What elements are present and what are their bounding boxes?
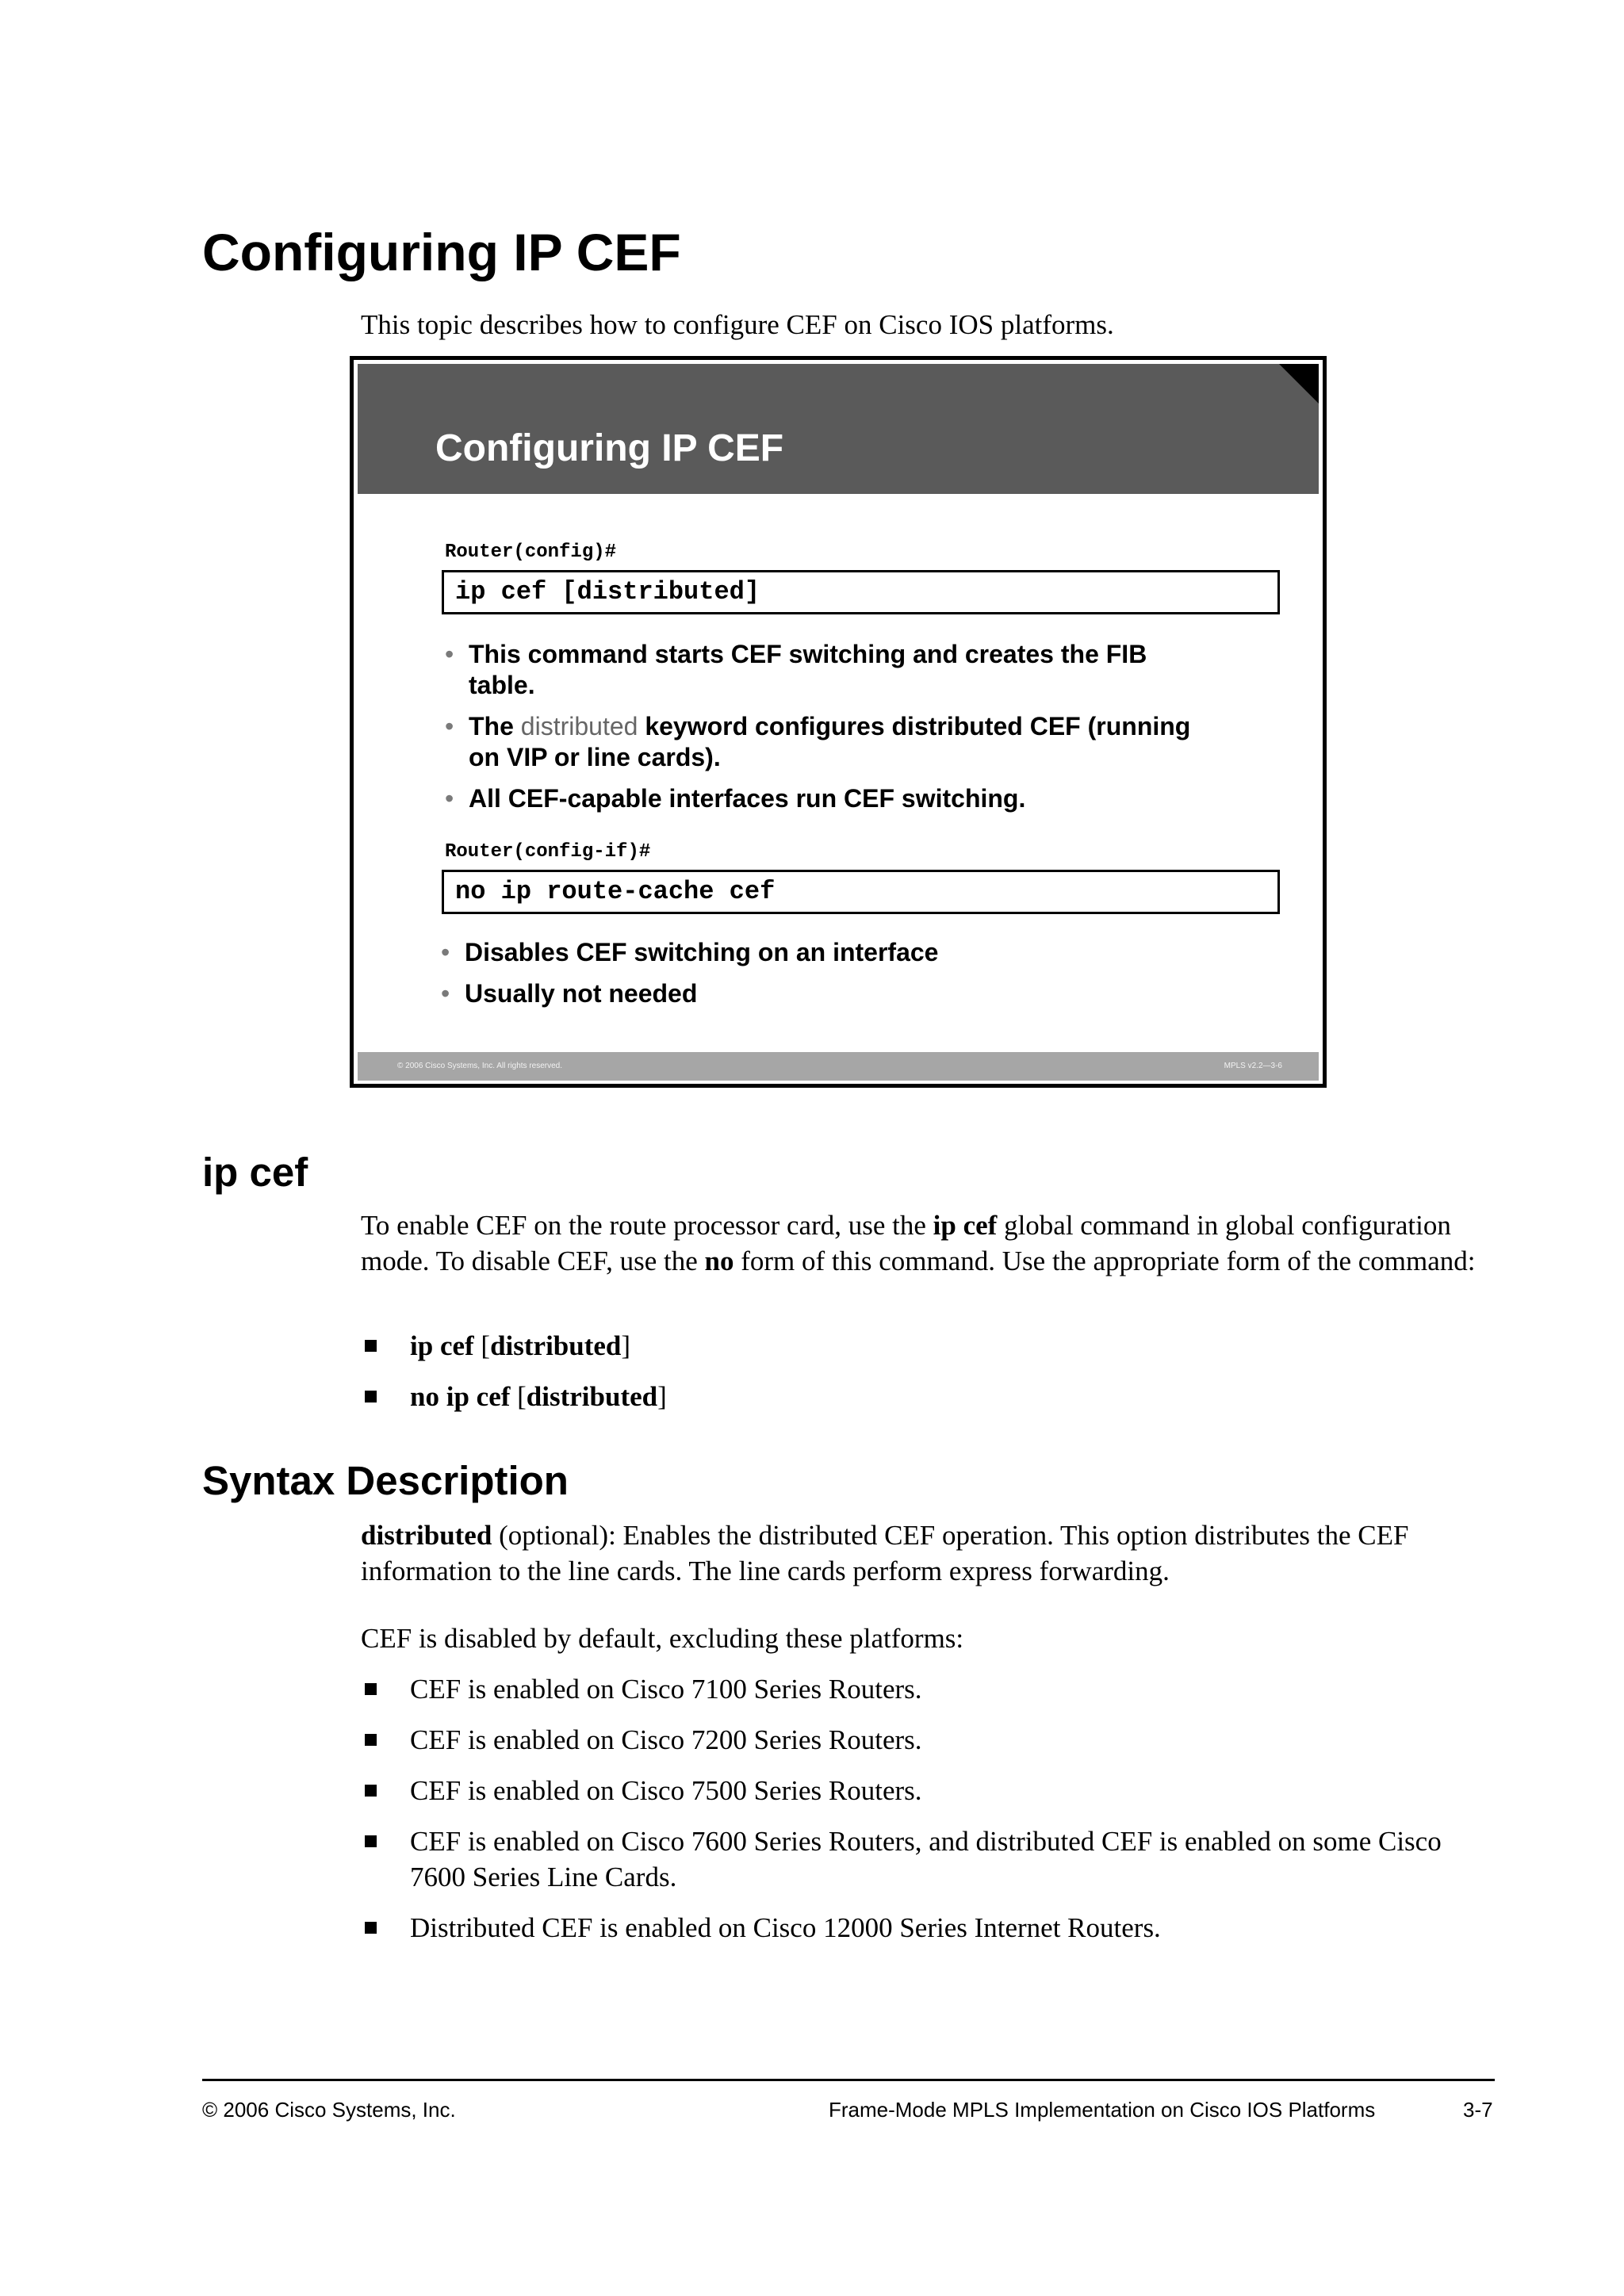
slide-header <box>358 364 1319 494</box>
list-item: CEF is enabled on Cisco 7500 Series Routers. <box>361 1773 1487 1808</box>
platforms-list <box>361 1671 1487 1961</box>
square-bullet-icon <box>365 1683 377 1695</box>
keyword-distributed: distributed <box>520 712 638 740</box>
list-item: ip cef [distributed] <box>361 1328 1487 1364</box>
default-platforms-intro: CEF is disabled by default, excluding these platforms: <box>361 1623 964 1654</box>
section-heading-syntax: Syntax Description <box>202 1458 569 1503</box>
slide-copyright: © 2006 Cisco Systems, Inc. All rights reserved. <box>397 1062 563 1070</box>
slide-bullet-list-2 <box>441 937 1202 1020</box>
slide-bullet: • This command starts CEF switching and creates the FIB table. <box>445 640 1147 699</box>
command-forms-list <box>361 1328 1487 1429</box>
footer-copyright: © 2006 Cisco Systems, Inc. <box>202 2098 456 2122</box>
bullet-dot-icon: • <box>441 979 450 1008</box>
list-item: CEF is enabled on Cisco 7600 Series Routers, and distributed CEF is enabled on some Cisco 7600 Series Line Cards. <box>361 1823 1487 1895</box>
square-bullet-icon <box>365 1734 377 1746</box>
slide-bullet: • The distributed keyword configures distributed CEF (running on VIP or line cards). <box>445 712 1191 771</box>
footer-page-number: 3-7 <box>1463 2098 1493 2122</box>
square-bullet-icon <box>365 1785 377 1797</box>
ip-cef-paragraph: To enable CEF on the route processor card, use the ip cef global command in global configuration mode. To disable CEF, use the no form of this command. Use the appropriate form of the command: <box>361 1210 1476 1276</box>
bullet-dot-icon: • <box>445 712 454 740</box>
square-bullet-icon <box>365 1340 377 1352</box>
footer-book-title: Frame-Mode MPLS Implementation on Cisco IOS Platforms <box>829 2098 1376 2122</box>
config-prompt: Router(config)# <box>445 541 617 563</box>
square-bullet-icon <box>365 1835 377 1847</box>
slide-figure <box>350 356 1327 1088</box>
square-bullet-icon <box>365 1391 377 1402</box>
intro-text: This topic describes how to configure CEF on Cisco IOS platforms. <box>361 309 1114 340</box>
command-box-no-route-cache: no ip route-cache cef <box>442 870 1280 914</box>
slide-title: Configuring IP CEF <box>435 427 784 469</box>
slide-footer <box>358 1052 1319 1081</box>
page-title: Configuring IP CEF <box>202 223 681 281</box>
bullet-dot-icon: • <box>445 784 454 813</box>
square-bullet-icon <box>365 1922 377 1934</box>
slide-bullet: • Disables CEF switching on an interface <box>441 938 939 966</box>
slide-corner-triangle <box>1279 364 1319 404</box>
slide-bullet: • Usually not needed <box>441 979 698 1008</box>
slide-bullet-list-1 <box>445 639 1206 825</box>
interface-prompt: Router(config-if)# <box>445 841 651 863</box>
command-box-ip-cef: ip cef [distributed] <box>442 570 1280 614</box>
bullet-dot-icon: • <box>441 938 450 966</box>
list-item: no ip cef [distributed] <box>361 1379 1487 1414</box>
slide-number: MPLS v2.2—3-6 <box>1224 1062 1282 1070</box>
list-item: CEF is enabled on Cisco 7100 Series Routers. <box>361 1671 1487 1707</box>
list-item: Distributed CEF is enabled on Cisco 12000 Series Internet Routers. <box>361 1910 1487 1946</box>
list-item: CEF is enabled on Cisco 7200 Series Routers. <box>361 1722 1487 1758</box>
syntax-paragraph: distributed (optional): Enables the distributed CEF operation. This option distributes the CEF information to the line cards. The line cards perform express forwarding. <box>361 1520 1409 1586</box>
slide-bullet: • All CEF-capable interfaces run CEF switching. <box>445 784 1026 813</box>
bullet-dot-icon: • <box>445 640 454 668</box>
footer-rule <box>202 2079 1495 2081</box>
section-heading-ip-cef: ip cef <box>202 1150 308 1195</box>
